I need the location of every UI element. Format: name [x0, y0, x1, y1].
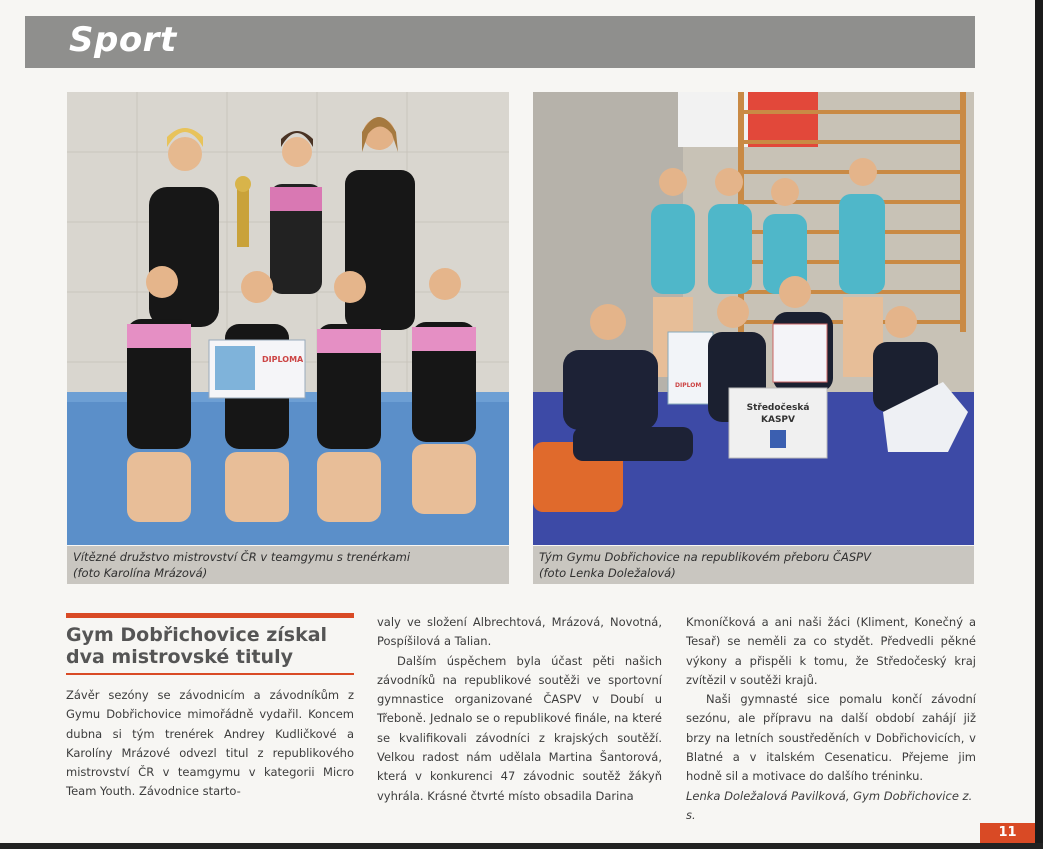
article-headline: Gym Dobřichovice získal dva mistrovské tituly: [66, 624, 328, 668]
sign-line1: Středočeská: [746, 403, 810, 413]
caption-credit: (foto Lenka Doležalová): [539, 566, 676, 580]
page-edge: [1035, 0, 1043, 849]
article-column-3: [686, 613, 976, 825]
caption-credit: (foto Karolína Mrázová): [73, 566, 208, 580]
article-paragraph: valy ve složení Albrechtová, Mrázová, Novotná, Pospíšilová a Talian.: [377, 615, 662, 649]
sign-line2: KASPV: [761, 415, 795, 425]
page-edge-bottom: [0, 843, 1043, 849]
caption-line: Vítězné družstvo mistrovství ČR v teamgymu s trenérkami: [73, 550, 411, 564]
team-photo-right: [533, 92, 974, 545]
photo-caption-left: [67, 546, 509, 584]
diploma-text-left: DIPLOMA: [262, 355, 304, 364]
diploma-text-right: DIPLOM: [675, 382, 702, 389]
article-paragraph: Naši gymnasté sice pomalu končí závodní sezónu, ale přípravu na další období zahájí již brzy na letních soustředěních v Dobřichovicích, v Blatné a v italském Cesenaticu. Přejeme jim hodně sil a motivace do dalšího tréninku.: [686, 692, 976, 784]
photo-caption-right: [533, 546, 974, 584]
headline-rule-bottom: [66, 673, 354, 675]
article-paragraph: Dalším úspěchem byla účast pěti našich závodníků na republikové soutěži ve sportovní gymnastice organizované ČASPV v Doubí u Třeboně. Jednalo se o republikové finále, na které se kvalifikovali závodníci z krajských soutěží. Velkou radost nám udělala Martina Šantorová, která v konkurenci 47 závodnic soutěž žákyň vyhrála. Krásné čtvrté místo obsadila Darina: [377, 653, 662, 803]
article-paragraph: Kmoníčková a ani naši žáci (Kliment, Konečný a Tesař) se neměli za co stydět. Předvedli pěkné výkony a přispěli k tomu, že Středočeský kraj zvítězil v soutěži krajů.: [686, 615, 976, 687]
team-photo-left: [67, 92, 509, 545]
section-title: Sport: [69, 20, 177, 60]
page-number: 11: [998, 825, 1017, 840]
headline-rule-top: [66, 613, 354, 618]
caption-line: Tým Gymu Dobřichovice na republikovém přeboru ČASPV: [539, 550, 871, 564]
article-signature: Lenka Doležalová Pavilková, Gym Dobřichovice z. s.: [686, 788, 973, 822]
article-paragraph: Závěr sezóny se závodnicím a závodníkům z Gymu Dobřichovice mimořádně vydařil. Koncem dubna si tým trenérek Andrey Kudličkové a Karolíny Mrázové odvezl titul z republikového mistrovství ČR v teamgymu v kategorii Micro Team Youth. Závodnice starto-: [66, 688, 354, 799]
page-number-box: [980, 823, 1035, 843]
article-column-1: [66, 686, 354, 802]
section-banner: [25, 16, 975, 68]
article-column-2: [377, 613, 662, 806]
